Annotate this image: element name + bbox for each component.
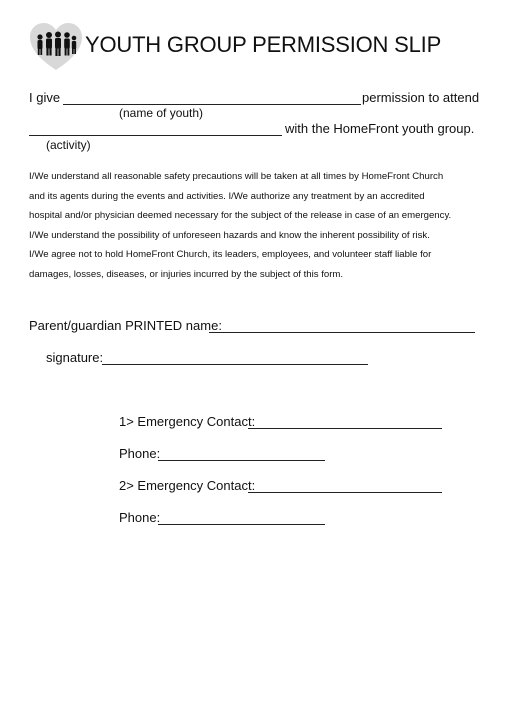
paragraph-line: damages, losses, diseases, or injuries incurred by the subject of this form.	[29, 268, 344, 280]
paragraph-line: I/We agree not to hold HomeFront Church, its leaders, employees, and volunteer staff liable for	[29, 249, 432, 260]
youth-name-field[interactable]	[63, 104, 361, 105]
i-give-label: I give	[29, 90, 61, 105]
with-homefront-label: with the HomeFront youth group.	[285, 121, 475, 136]
emergency-contact-2-field[interactable]	[248, 492, 442, 493]
phone-2-label: Phone:	[119, 510, 161, 525]
youth-name-caption: (name of youth)	[119, 106, 204, 120]
page-title: YOUTH GROUP PERMISSION SLIP	[85, 32, 442, 57]
emergency-contact-1-label: 1> Emergency Contact:	[119, 414, 256, 429]
guardian-printed-name-field[interactable]	[209, 332, 475, 333]
paragraph-line: I/We understand the possibility of unforeseen hazards and know the inherent possibility of risk.	[29, 229, 430, 241]
paragraph-line: and its agents during the events and activities. I/We authorize any treatment by an accredited	[29, 190, 425, 202]
paragraph-line: hospital and/or physician deemed necessary for the subject of the release in case of an emergency.	[29, 210, 452, 221]
emergency-contact-2-label: 2> Emergency Contact:	[119, 478, 256, 493]
phone-2-field[interactable]	[158, 524, 325, 525]
activity-field[interactable]	[29, 135, 282, 136]
release-paragraph	[29, 167, 484, 284]
signature-label: signature:	[46, 350, 104, 365]
signature-field[interactable]	[102, 364, 368, 365]
guardian-printed-name-label: Parent/guardian PRINTED name:	[29, 318, 222, 333]
paragraph-line: I/We understand all reasonable safety precautions will be taken at all times by HomeFront Church	[29, 171, 444, 182]
emergency-contact-1-field[interactable]	[248, 428, 442, 429]
activity-caption: (activity)	[46, 138, 91, 152]
phone-1-label: Phone:	[119, 446, 161, 461]
permission-to-attend-label: permission to attend	[362, 90, 480, 105]
heart-people-logo	[28, 22, 84, 72]
phone-1-field[interactable]	[158, 460, 325, 461]
